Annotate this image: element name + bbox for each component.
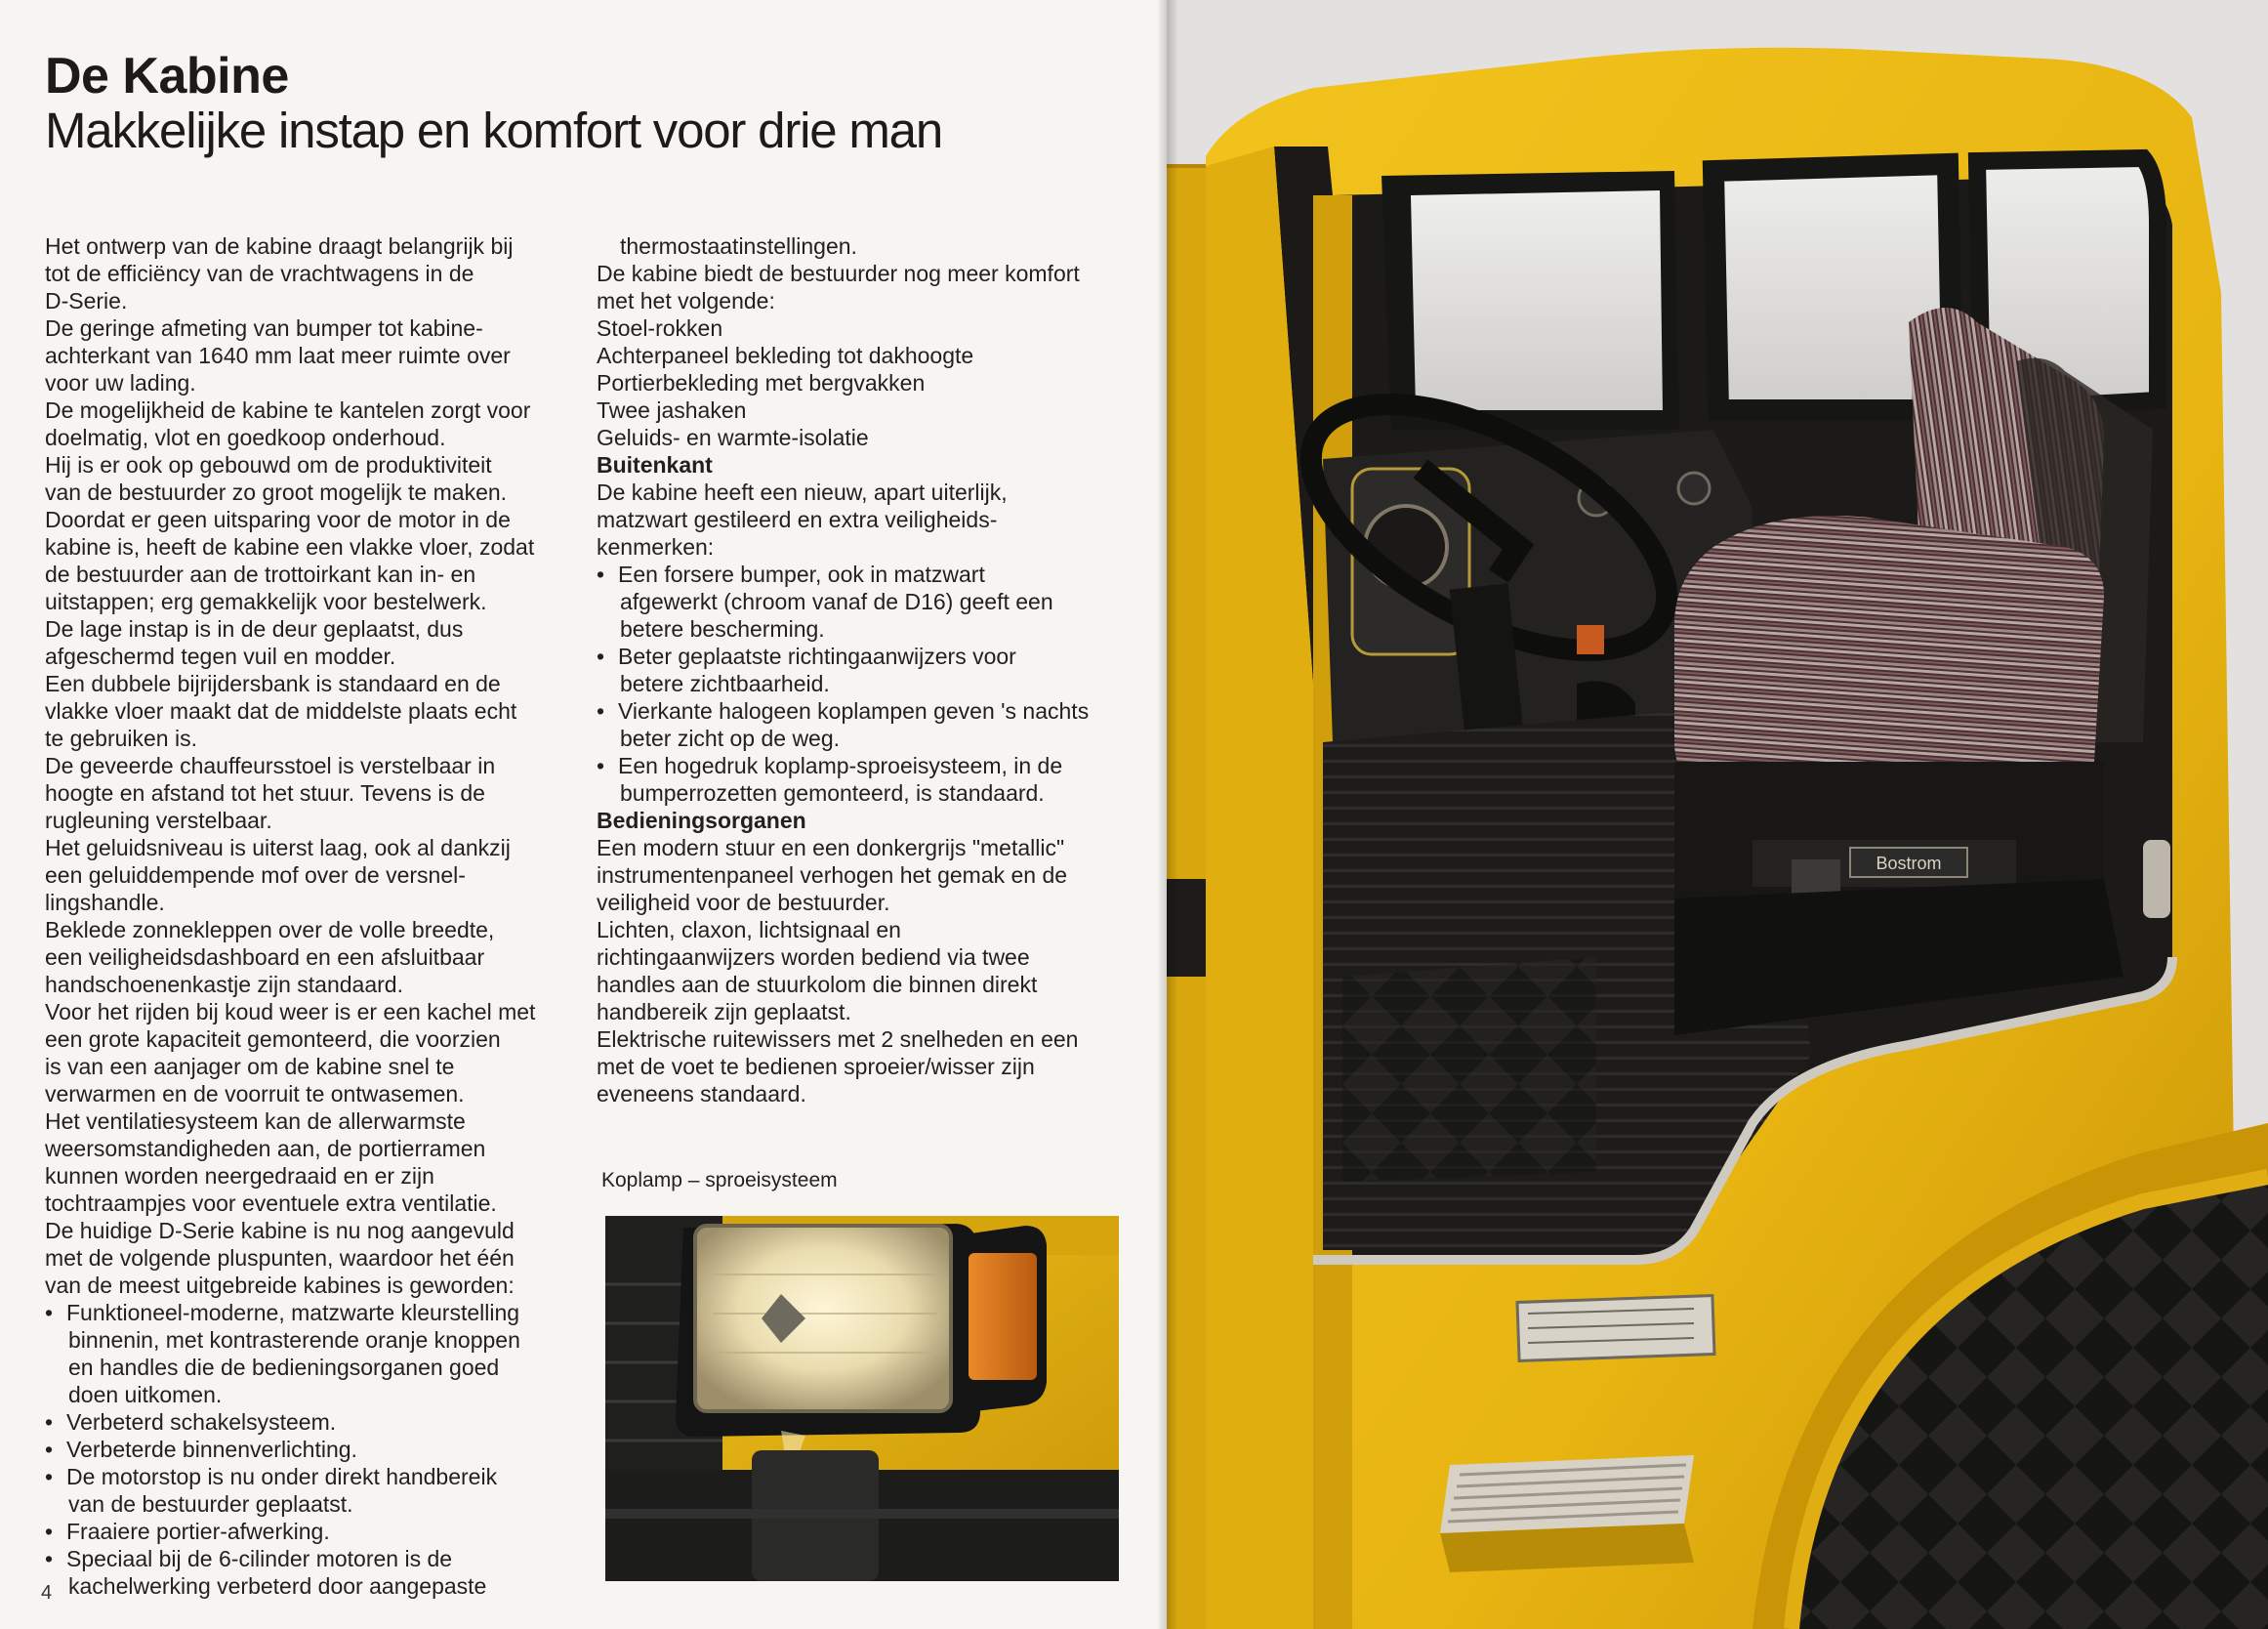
section-heading: Buitenkant [597,452,713,478]
text-line: binnenin, met kontrasterende oranje knoppen [68,1327,520,1353]
text-line: lingshandle. [45,890,165,915]
text-line: kenmerken: [597,534,715,560]
text-line: vlakke vloer maakt dat de middelste plaats echt [45,698,517,724]
text-line: De kabine biedt de bestuurder nog meer komfort [597,261,1080,286]
text-line: rugleuning verstelbaar. [45,808,272,833]
text-line: tochtraampjes voor eventuele extra ventilatie. [45,1190,497,1216]
text-line: uitstappen; erg gemakkelijk voor bestelwerk. [45,589,487,614]
text-line: van de bestuurder zo groot mogelijk te maken. [45,480,508,505]
text-line: Stoel-rokken [597,315,723,341]
bullet-item: • Een hogedruk koplamp-sproeisysteem, in de [597,752,1143,779]
text-line: afgeschermd tegen vuil en modder. [45,644,396,669]
bullet-item: • Verbeterd schakelsysteem. [45,1408,580,1436]
page-gutter [1157,0,1178,1629]
text-line: hoogte en afstand tot het stuur. Tevens is de [45,780,485,806]
text-line: De huidige D-Serie kabine is nu nog aangevuld [45,1218,515,1243]
text-line: Het geluidsniveau is uiterst laag, ook al dankzij [45,835,511,860]
text-line: De mogelijkheid de kabine te kantelen zorgt voor [45,397,531,423]
text-column-right [597,232,1143,1107]
seat-brand-label: Bostrom [1876,854,1942,873]
text-line: Portierbekleding met bergvakken [597,370,926,396]
page-number: 4 [41,1582,53,1604]
cab-interior-photo [1167,0,2268,1629]
text-line: beter zicht op de weg. [620,726,841,751]
bullet-item: • Verbeterde binnenverlichting. [45,1436,580,1463]
text-line: Twee jashaken [597,397,747,423]
text-line: achterkant van 1640 mm laat meer ruimte over [45,343,511,368]
text-line: de bestuurder aan de trottoirkant kan in- en [45,562,476,587]
text-line: Hij is er ook op gebouwd om de produktiviteit [45,452,492,478]
text-line: eveneens standaard. [597,1081,806,1107]
bullet-item: • Beter geplaatste richtingaanwijzers voor [597,643,1143,670]
text-line: en handles die de bedieningsorganen goed [68,1355,500,1380]
bullet-item: • Vierkante halogeen koplampen geven 's nachts [597,697,1143,725]
text-line: van de bestuurder geplaatst. [68,1491,353,1517]
text-line: De kabine heeft een nieuw, apart uiterlijk, [597,480,1008,505]
text-line: De lage instap is in de deur geplaatst, dus [45,616,464,642]
text-column-left [45,232,580,1600]
text-line: betere zichtbaarheid. [620,671,830,696]
text-line: matzwart gestileerd en extra veiligheids- [597,507,998,532]
page-subtitle: Makkelijke instap en komfort voor drie man [45,103,942,158]
text-line: De geveerde chauffeursstoel is verstelbaar in [45,753,496,778]
text-line: met de voet te bedienen sproeier/wisser zijn [597,1054,1035,1079]
text-line: voor uw lading. [45,370,196,396]
bullet-item: • Funktioneel-moderne, matzwarte kleurstelling [45,1299,580,1326]
text-line: handbereik zijn geplaatst. [597,999,851,1024]
text-line: Geluids- en warmte-isolatie [597,425,869,450]
text-line: veiligheid voor de bestuurder. [597,890,890,915]
text-line: kachelwerking verbeterd door aangepaste [68,1573,487,1599]
bullet-item: • Fraaiere portier-afwerking. [45,1518,580,1545]
text-line: kunnen worden neergedraaid en er zijn [45,1163,434,1189]
text-line: richtingaanwijzers worden bediend via twee [597,944,1030,970]
bullet-item: • Speciaal bij de 6-cilinder motoren is de [45,1545,580,1572]
text-line: thermostaatinstellingen. [620,233,857,259]
text-line: Achterpaneel bekleding tot dakhoogte [597,343,974,368]
text-line: Een dubbele bijrijdersbank is standaard en de [45,671,501,696]
text-line: D-Serie. [45,288,128,313]
text-line: De geringe afmeting van bumper tot kabine- [45,315,483,341]
text-line: met de volgende pluspunten, waardoor het één [45,1245,515,1271]
text-line: handschoenenkastje zijn standaard. [45,972,403,997]
headlamp-washer-photo [605,1216,1119,1581]
text-line: tot de efficiëncy van de vrachtwagens in de [45,261,474,286]
text-line: van de meest uitgebreide kabines is geworden: [45,1273,515,1298]
text-line: een veiligheidsdashboard en een afsluitbaar [45,944,485,970]
text-line: Voor het rijden bij koud weer is er een kachel met [45,999,536,1024]
cab-interior-illustration [1167,0,2268,1629]
text-line: Een modern stuur en een donkergrijs "metallic" [597,835,1065,860]
photo-caption: Koplamp – sproeisysteem [601,1169,838,1191]
section-heading: Bedieningsorganen [597,808,806,833]
text-line: doen uitkomen. [68,1382,223,1407]
text-line: instrumentenpaneel verhogen het gemak en de [597,862,1068,888]
text-line: Doordat er geen uitsparing voor de motor in de [45,507,511,532]
text-line: is van een aanjager om de kabine snel te [45,1054,455,1079]
text-line: een grote kapaciteit gemonteerd, die voorzien [45,1026,501,1052]
text-line: doelmatig, vlot en goedkoop onderhoud. [45,425,446,450]
text-line: bumperrozetten gemonteerd, is standaard. [620,780,1045,806]
text-line: met het volgende: [597,288,775,313]
headlamp-illustration [605,1216,1119,1581]
page-title: De Kabine [45,48,289,104]
text-line: handles aan de stuurkolom die binnen direkt [597,972,1038,997]
text-line: Het ventilatiesysteem kan de allerwarmste [45,1108,466,1134]
text-line: te gebruiken is. [45,726,197,751]
text-line: afgewerkt (chroom vanaf de D16) geeft een [620,589,1053,614]
bullet-item: • De motorstop is nu onder direkt handbereik [45,1463,580,1490]
text-line: Lichten, claxon, lichtsignaal en [597,917,901,942]
text-line: betere bescherming. [620,616,825,642]
text-line: kabine is, heeft de kabine een vlakke vloer, zodat [45,534,535,560]
text-line: verwarmen en de voorruit te ontwasemen. [45,1081,465,1107]
text-line: Het ontwerp van de kabine draagt belangrijk bij [45,233,514,259]
text-line: Elektrische ruitewissers met 2 snelheden en een [597,1026,1079,1052]
text-line: weersomstandigheden aan, de portierramen [45,1136,486,1161]
text-line: een geluiddempende mof over de versnel- [45,862,466,888]
text-line: Beklede zonnekleppen over de volle breedte, [45,917,495,942]
bullet-item: • Een forsere bumper, ook in matzwart [597,561,1143,588]
